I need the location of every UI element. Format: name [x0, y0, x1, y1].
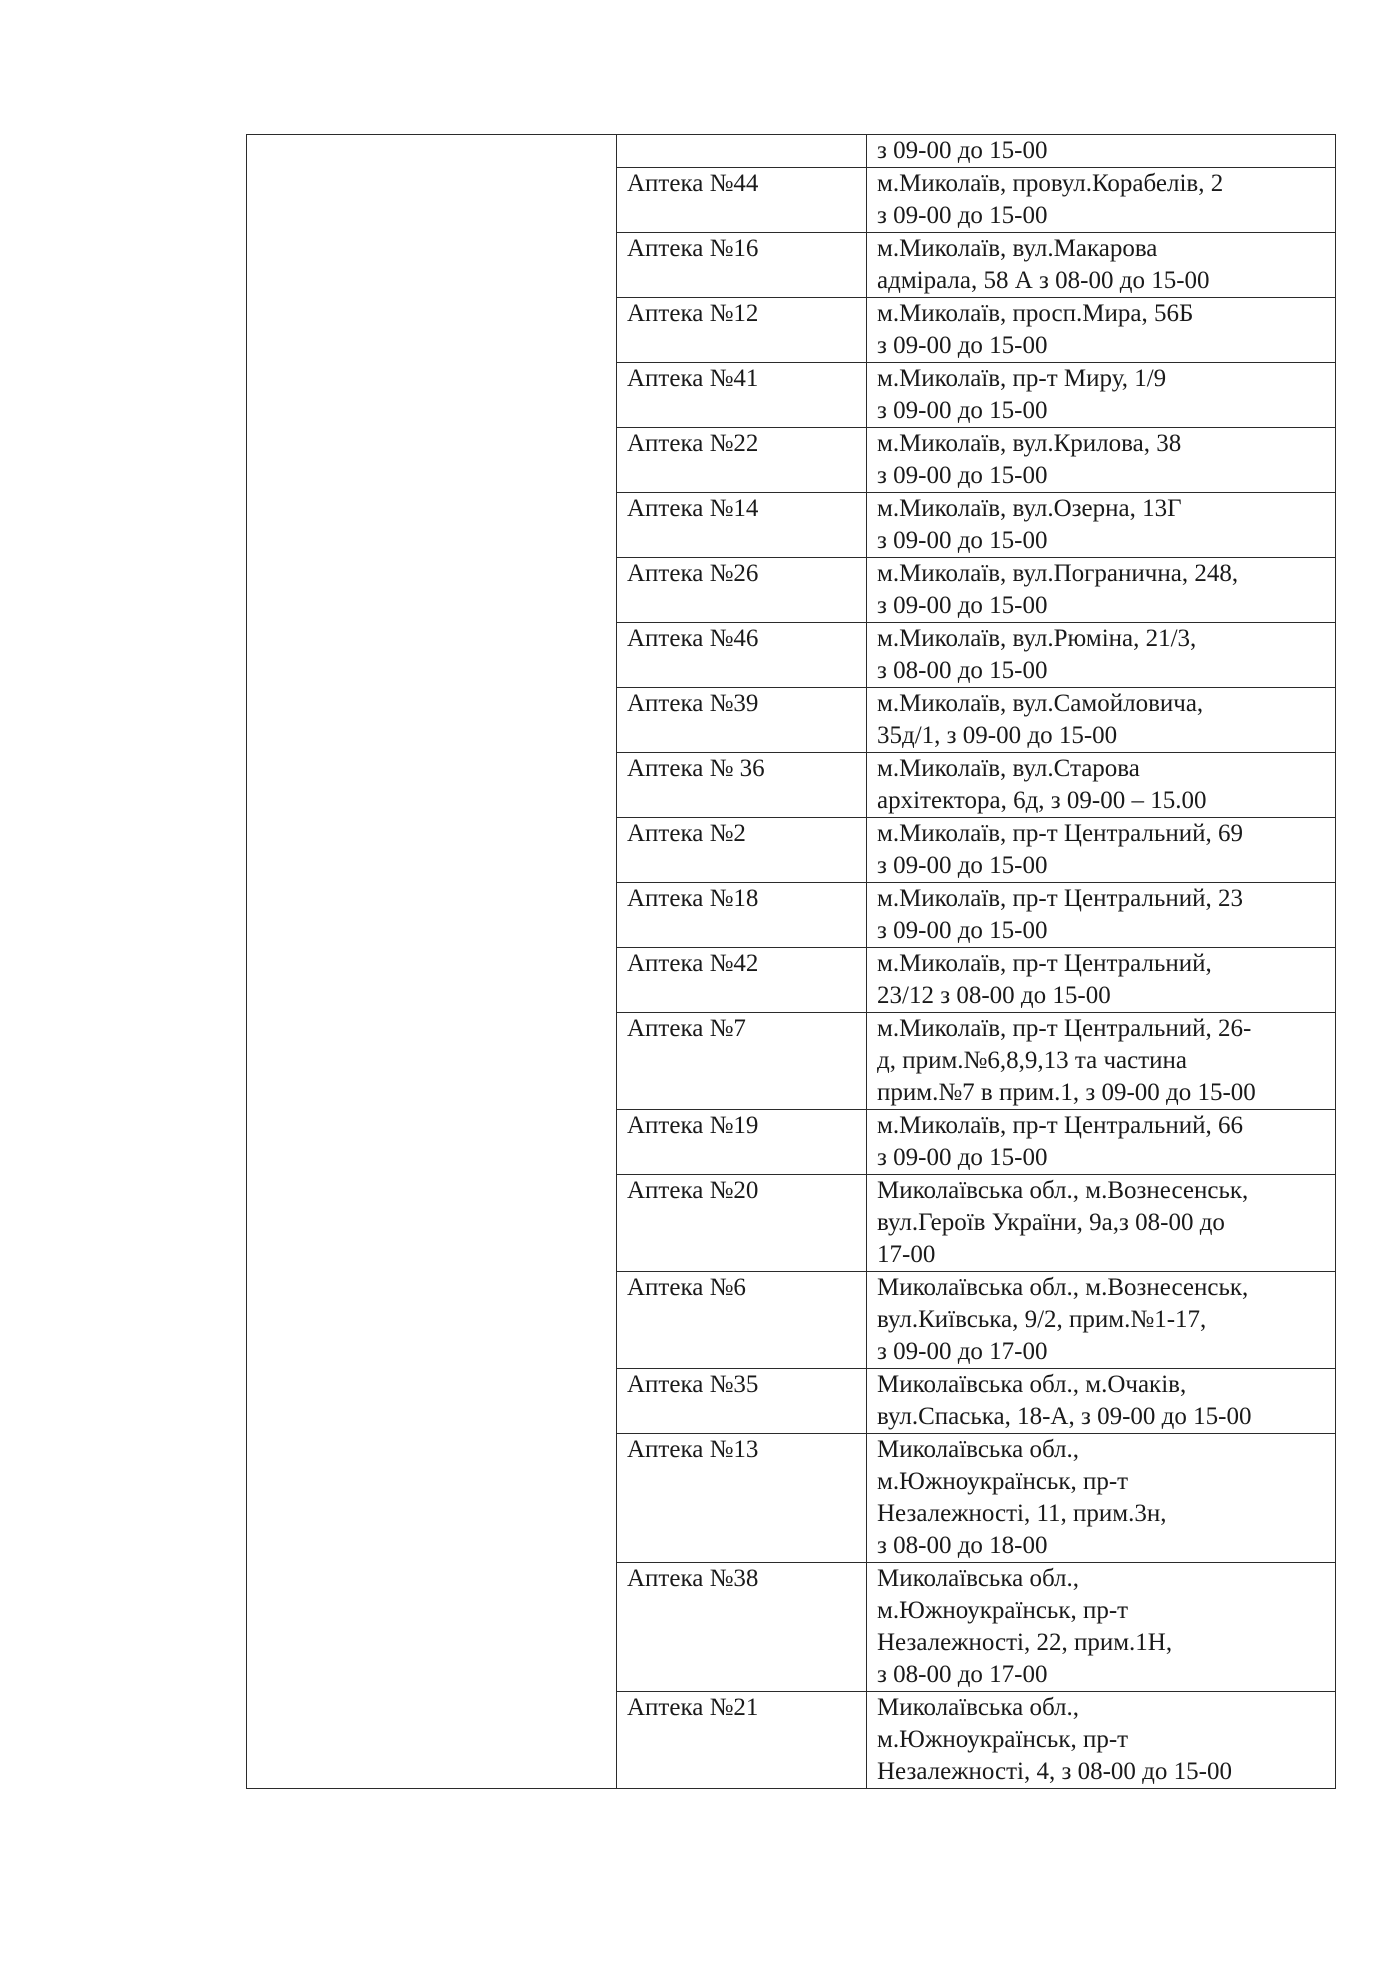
pharmacy-name-cell: Аптека №16	[617, 233, 867, 298]
pharmacy-address-cell: м.Миколаїв, вул.Старова архітектора, 6д, з 09-00 – 15.00	[867, 753, 1336, 818]
pharmacy-address-cell: Миколаївська обл., м.Южноукраїнськ, пр-т Незалежності, 11, прим.3н, з 08-00 до 18-00	[867, 1434, 1336, 1563]
pharmacy-address-cell: Миколаївська обл., м.Вознесенськ, вул.Київська, 9/2, прим.№1-17, з 09-00 до 17-00	[867, 1272, 1336, 1369]
pharmacy-address-cell: Миколаївська обл., м.Вознесенськ, вул.Героїв України, 9а,з 08-00 до 17-00	[867, 1175, 1336, 1272]
pharmacy-address-cell: м.Миколаїв, пр-т Центральний, 23 з 09-00 до 15-00	[867, 883, 1336, 948]
pharmacy-table	[246, 134, 1336, 1789]
pharmacy-name-cell: Аптека №20	[617, 1175, 867, 1272]
pharmacy-table-body	[247, 135, 1336, 1789]
pharmacy-name-cell: Аптека №21	[617, 1692, 867, 1789]
pharmacy-address-cell: м.Миколаїв, вул.Макарова адмірала, 58 А з 08-00 до 15-00	[867, 233, 1336, 298]
pharmacy-name-cell: Аптека №46	[617, 623, 867, 688]
pharmacy-name-cell: Аптека №26	[617, 558, 867, 623]
pharmacy-name-cell: Аптека №42	[617, 948, 867, 1013]
pharmacy-name-cell: Аптека №7	[617, 1013, 867, 1110]
pharmacy-address-cell: м.Миколаїв, вул.Погранична, 248, з 09-00 до 15-00	[867, 558, 1336, 623]
pharmacy-name-cell	[617, 135, 867, 168]
pharmacy-address-cell: м.Миколаїв, просп.Мира, 56Б з 09-00 до 15-00	[867, 298, 1336, 363]
pharmacy-name-cell: Аптека № 36	[617, 753, 867, 818]
pharmacy-address-cell: Миколаївська обл., м.Южноукраїнськ, пр-т Незалежності, 22, прим.1Н, з 08-00 до 17-00	[867, 1563, 1336, 1692]
pharmacy-name-cell: Аптека №19	[617, 1110, 867, 1175]
pharmacy-address-cell: м.Миколаїв, вул.Самойловича, 35д/1, з 09-00 до 15-00	[867, 688, 1336, 753]
pharmacy-address-cell: м.Миколаїв, вул.Озерна, 13Г з 09-00 до 15-00	[867, 493, 1336, 558]
pharmacy-address-cell: м.Миколаїв, пр-т Центральний, 23/12 з 08-00 до 15-00	[867, 948, 1336, 1013]
pharmacy-name-cell: Аптека №2	[617, 818, 867, 883]
table-row	[247, 135, 1336, 168]
pharmacy-name-cell: Аптека №35	[617, 1369, 867, 1434]
pharmacy-name-cell: Аптека №41	[617, 363, 867, 428]
pharmacy-address-cell: м.Миколаїв, вул.Рюміна, 21/3, з 08-00 до 15-00	[867, 623, 1336, 688]
pharmacy-address-cell: м.Миколаїв, вул.Крилова, 38 з 09-00 до 15-00	[867, 428, 1336, 493]
pharmacy-name-cell: Аптека №39	[617, 688, 867, 753]
pharmacy-address-cell: з 09-00 до 15-00	[867, 135, 1336, 168]
pharmacy-name-cell: Аптека №44	[617, 168, 867, 233]
pharmacy-address-cell: Миколаївська обл., м.Южноукраїнськ, пр-т Незалежності, 4, з 08-00 до 15-00	[867, 1692, 1336, 1789]
pharmacy-address-cell: Миколаївська обл., м.Очаків, вул.Спаська, 18-А, з 09-00 до 15-00	[867, 1369, 1336, 1434]
pharmacy-name-cell: Аптека №22	[617, 428, 867, 493]
pharmacy-name-cell: Аптека №18	[617, 883, 867, 948]
pharmacy-name-cell: Аптека №12	[617, 298, 867, 363]
pharmacy-address-cell: м.Миколаїв, пр-т Миру, 1/9 з 09-00 до 15-00	[867, 363, 1336, 428]
pharmacy-address-cell: м.Миколаїв, провул.Корабелів, 2 з 09-00 до 15-00	[867, 168, 1336, 233]
pharmacy-name-cell: Аптека №13	[617, 1434, 867, 1563]
pharmacy-name-cell: Аптека №6	[617, 1272, 867, 1369]
pharmacy-address-cell: м.Миколаїв, пр-т Центральний, 66 з 09-00 до 15-00	[867, 1110, 1336, 1175]
empty-merged-cell	[247, 135, 617, 1789]
pharmacy-address-cell: м.Миколаїв, пр-т Центральний, 69 з 09-00 до 15-00	[867, 818, 1336, 883]
pharmacy-address-cell: м.Миколаїв, пр-т Центральний, 26- д, прим.№6,8,9,13 та частина прим.№7 в прим.1, з 09-00 до 15-00	[867, 1013, 1336, 1110]
pharmacy-name-cell: Аптека №38	[617, 1563, 867, 1692]
pharmacy-name-cell: Аптека №14	[617, 493, 867, 558]
